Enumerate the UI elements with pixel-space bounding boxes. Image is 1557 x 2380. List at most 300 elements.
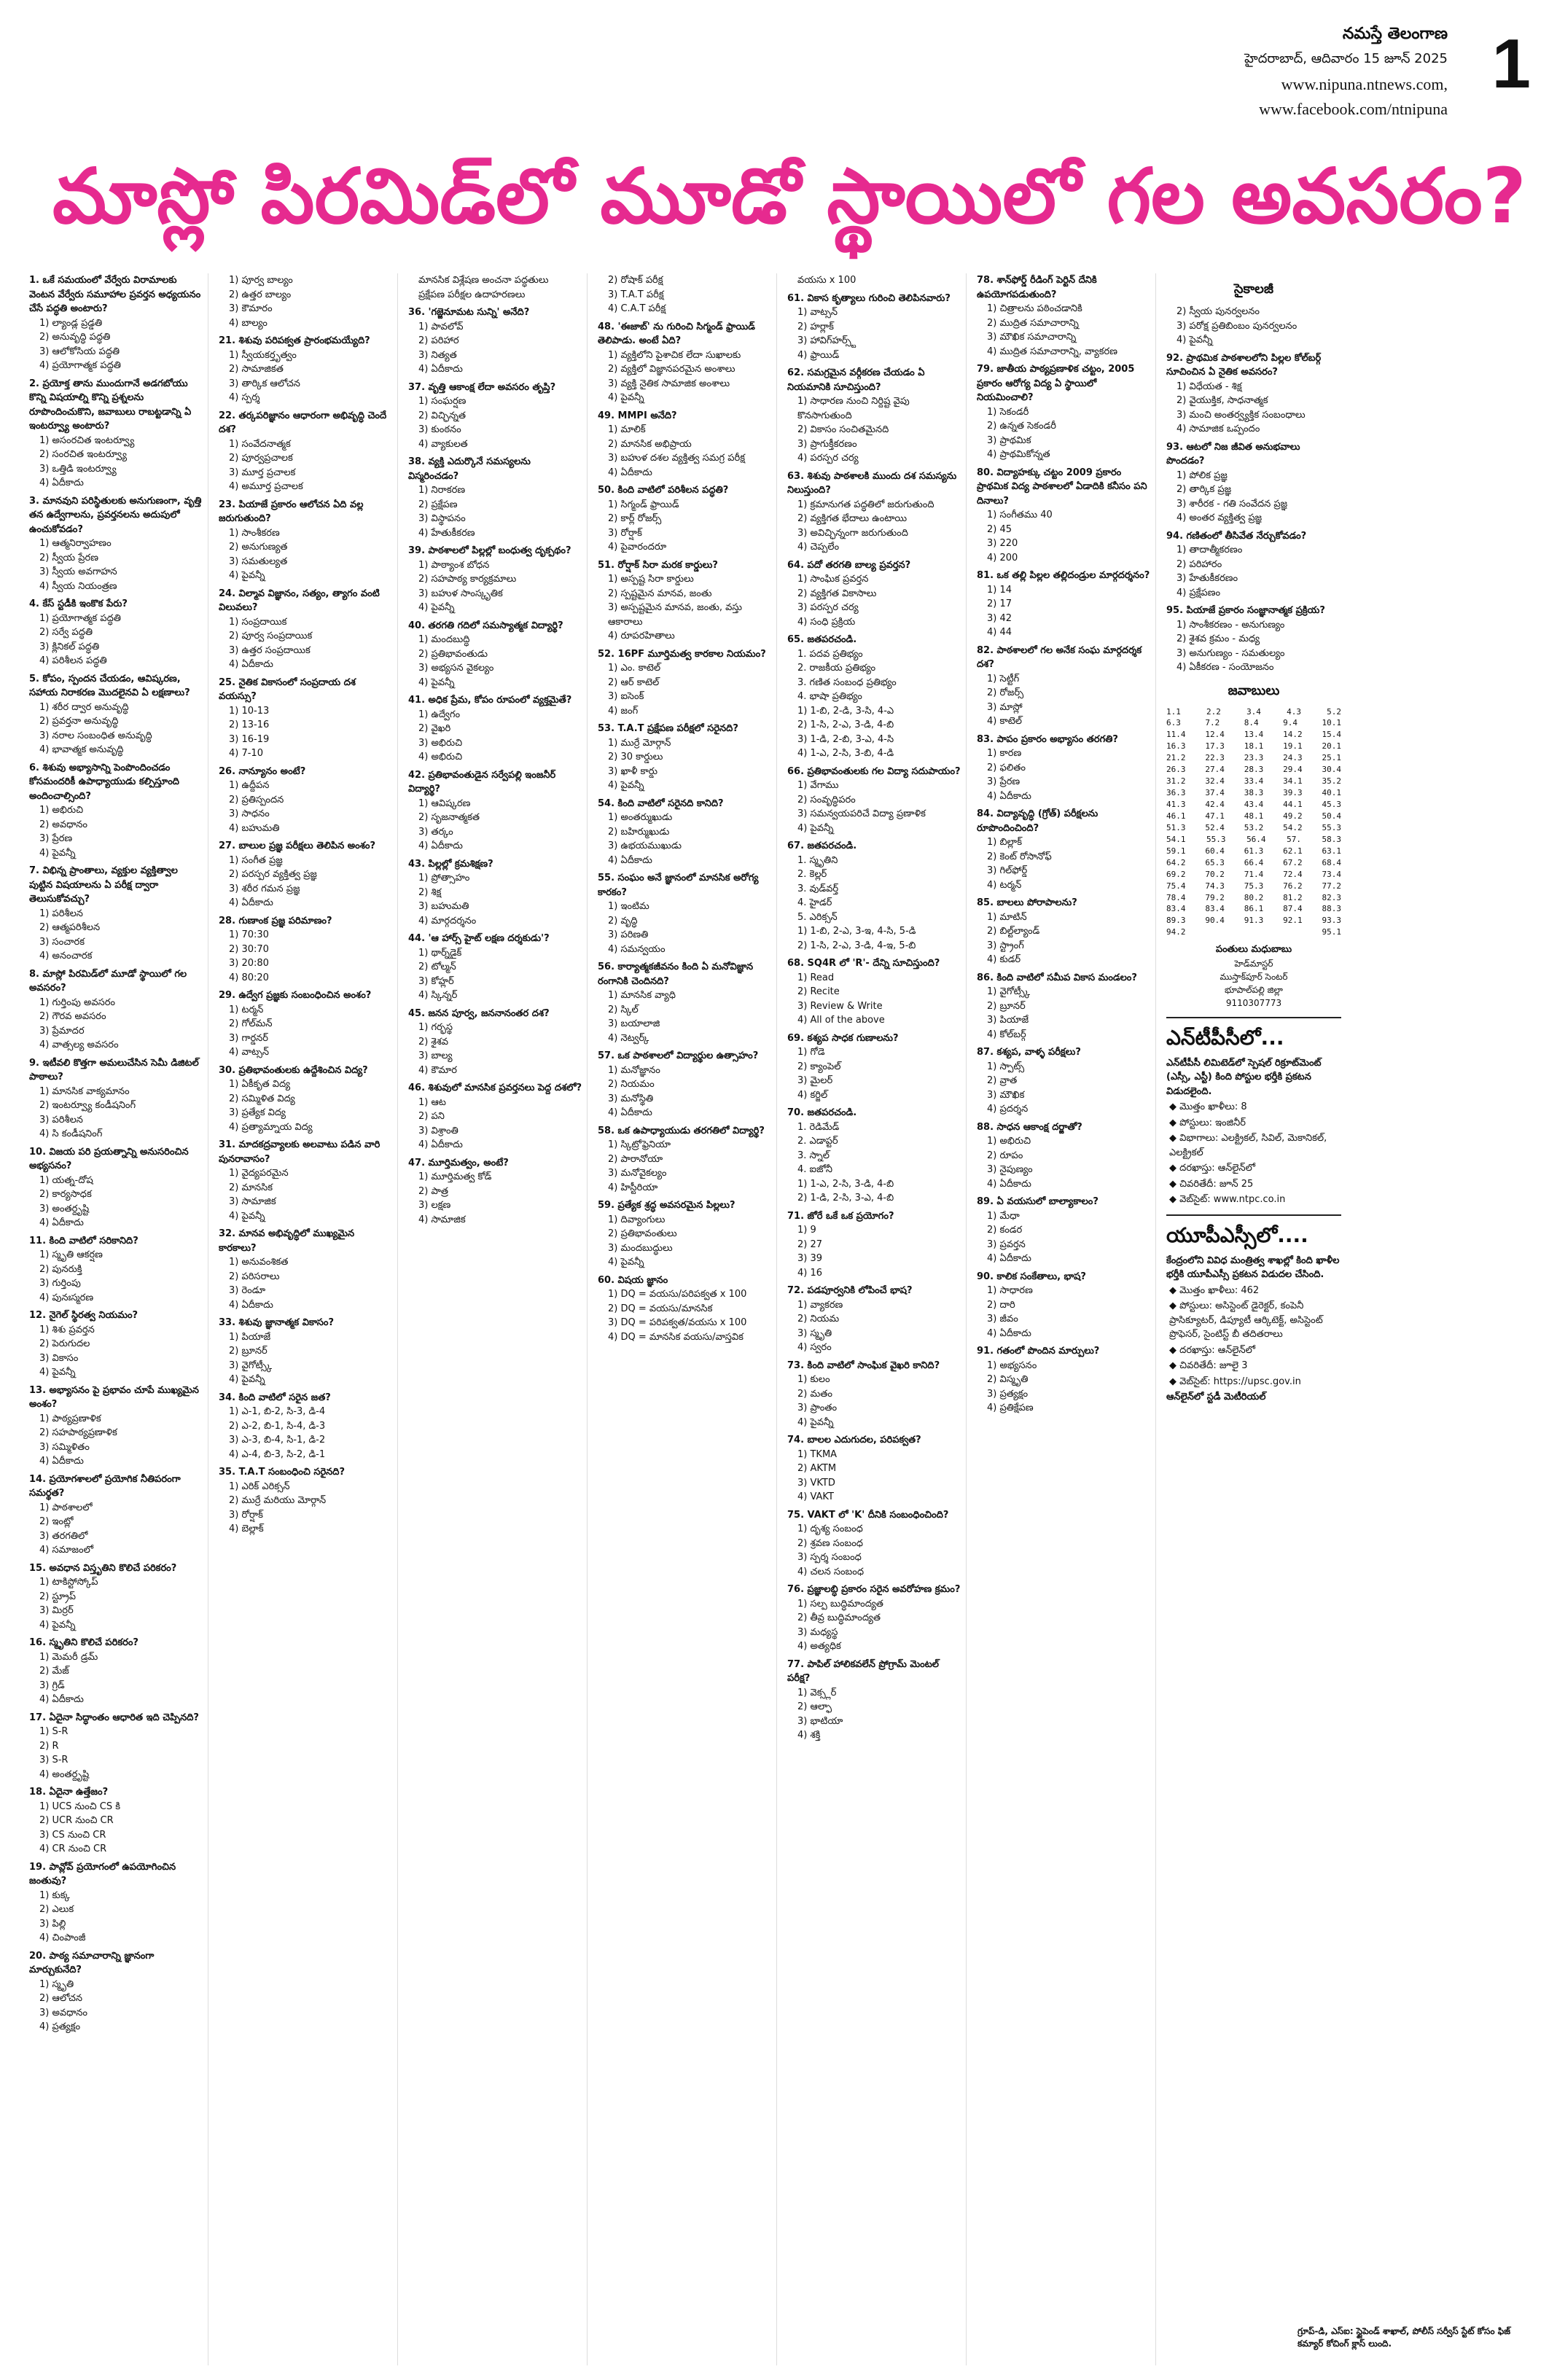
question-option: 2) విస్మృతి [987,1374,1029,1385]
question-option: 1) కుక్క [39,1889,70,1901]
question-option: 1) మూర్తిమత్వ కోడ్ [418,1171,492,1182]
question-option: 4) స్వీయ నియంత్రణ [39,580,117,592]
question-item [598,647,772,719]
question-option: 3) తర్కం [418,826,453,838]
question-option: 1) అనువంశికత [229,1257,289,1268]
question-item [598,558,772,644]
question-option: 3) అస్పష్టమైన మానవ, జంతు, వస్తు ఆకారాలు [608,602,742,628]
question-option: 2. రాజకీయ ప్రతిభ్యం [797,663,876,674]
question-option: 2) R [39,1740,59,1752]
ntpc-detail-item: ◆ విభాగాలు: ఎలక్ట్రికల్, సివిల్, మెకానికల్, ఎలక్ట్రికల్ [1169,1131,1341,1160]
issue-date: హైదరాబాద్, ఆదివారం 15 జూన్ 2025 [1244,51,1448,66]
question-option: 2) 1-సి, 2-ఎ, 3-డి, 4-ఇ, 5-బి [797,940,916,951]
question-option: 4) పునఃస్మరణ [39,1292,94,1303]
question-option: 1) TKMA [797,1448,838,1460]
question-item [219,587,393,672]
answer-cell: 23.3 [1244,753,1264,763]
question-option: 4) రూపరహితాలు [608,631,675,641]
question-option: 1) ప్రోత్సాహం [418,873,470,883]
question-option: 3) పరస్పర చర్య [797,602,859,613]
ntpc-notice [1166,1017,1341,1207]
question-option: 3) అభిరుచి [418,737,463,749]
question-text: 40. తరగతి గదిలో సమస్యాత్మక విద్యార్థి? [408,620,563,631]
question-option: 3) మాస్లో [987,701,1023,713]
question-item [787,1433,961,1505]
question-option: 1) గర్భస్థ [418,1022,453,1033]
question-option: 1) వేగాము [797,780,839,791]
question-option: 1) అభిరుచి [39,805,84,816]
question-option: 3) బయాలాజి [608,1018,660,1029]
question-option: 1) సంవేదనాత్మక [229,438,291,450]
question-option: 3) మందబుద్ధులు [608,1242,673,1254]
question-option: 2) స్పష్టమైన మానవ, జంతు [608,588,712,599]
question-option: 2) విచ్ఛిన్నత [418,410,466,421]
answer-cell: 3.4 [1246,706,1261,717]
question-option: 3) మైలర్ [797,1075,833,1086]
question-option: 2) 1-డి, 2-సి, 3-ఎ, 4-బి [797,1193,894,1203]
question-text: 12. నైగెల్ స్థిరత్వ నియమం? [29,1310,138,1321]
question-option: 1) 9 [797,1225,816,1236]
question-text: 41. అధిక ప్రేమ, కోపం రూపంలో వ్యక్తమైతే? [408,695,572,706]
question-text: 80. విద్యాహక్కు చట్టం 2009 ప్రకారం ప్రాథమిక విద్య పాఠశాలలో ఏడాదికి కనీసం పని దినాలు? [977,467,1147,507]
question-option: 1) అసంరచిత ఇంటర్వ్యూ [39,434,135,446]
question-option: 4) 44 [987,627,1012,638]
question-item [598,960,772,1045]
question-item [598,1049,772,1120]
question-option: 3) స్ట్రాంగ్ [987,940,1024,951]
question-option: 3) వైగోట్స్కీ [229,1359,272,1371]
question-text: 7. విభిన్న ప్రాంతాలు, వ్యక్తుల వ్యక్తిత్వాల పుట్టిన విషయాలను ఏ పరీక్ష ద్వారా తెలుసుకోవచ్చు? [29,865,178,905]
question-option: 4) పైవన్నీ [797,1416,834,1428]
answer-cell: 33.4 [1244,776,1264,787]
question-option: 3) రోర్షాక్ [608,527,642,539]
question-option: 2) 13-16 [229,719,270,730]
web-link-1[interactable]: www.nipuna.ntnews.com, [1281,75,1448,93]
question-text: 92. ప్రాథమిక పాఠశాలలోని పిల్లల కోల్‌బర్గ్ సూచించిన ఏ నైతిక అవసరం? [1166,352,1322,378]
answer-cell: 6.3 [1166,718,1181,728]
question-item [787,765,961,836]
question-option: 2) వ్యక్తిలో విజ్ఞానపరమైన అంశాలు [608,364,735,375]
answer-cell: 36.3 [1166,788,1186,798]
question-option: 3) సంచారక [39,936,85,948]
question-option: 3) జీవం [987,1314,1018,1324]
answer-cell: 42.4 [1205,800,1225,809]
question-option: 4) ఏదీకాదు [39,1456,84,1467]
question-text: 75. VAKT లో 'K' దీనికి సంబంధించింది? [787,1509,949,1521]
question-option: 1) క్రమానుగత పద్ధతిలో జరుగుతుంది [797,499,934,510]
question-option: 4) అమూర్త ప్రచాలక [229,481,303,492]
question-item [29,1234,203,1306]
question-item [408,1156,582,1228]
question-text: 44. 'ఆ హార్స్ హైట్ లక్షణ దర్శకుడు'? [408,933,550,944]
question-option: 3) క్లినికల్ పద్ధతి [39,641,100,652]
question-option: 3) స్వీయ అవగాహన [39,566,117,577]
question-option: 4) పైవన్నీ [418,676,455,688]
answer-row [1166,857,1341,869]
question-option: 2) పరిసరాలు [229,1271,280,1282]
question-text: 55. సంఘం అనే జ్ఞానంలో మానసిక అరోగ్య కారకం? [598,873,759,898]
question-text: 67. జతపరచండి. [787,840,857,851]
question-option: 3) శారీరక - గతి సంవేదన ప్రజ్ఞ [1176,498,1288,510]
question-item [408,1081,582,1152]
question-option: 3) పరోక్ష ప్రతిబింబం పునర్వలనం [1176,320,1298,332]
answer-cell: 60.4 [1205,846,1225,856]
question-item [29,1056,203,1142]
answer-cell: 67.2 [1283,857,1303,867]
question-option: 4) పైవన్నీ [229,1210,265,1222]
question-item [598,722,772,793]
question-text: 30. ప్రతిభావంతులకు ఉద్దేశించిన విద్య? [219,1064,368,1076]
question-option: 4) పరస్పర చర్య [797,453,859,464]
question-option: 2) హర్లాక్ [797,321,834,332]
question-text: 25. నైతిక వికాసంలో సంప్రదాయ దశ వయస్సు? [219,676,356,702]
question-item [219,988,393,1060]
question-option: 4) చలన సంబంధ [797,1566,865,1577]
question-item [598,1124,772,1195]
question-option: 4) కౌమార [418,1064,457,1076]
question-option: 2) బిల్ట్‌ల్యాండ్ [987,926,1040,937]
question-option: 2) వృద్ధి [608,915,638,926]
question-text: 74. బాలల ఎదుగుదల, పరిపక్వత? [787,1435,921,1445]
question-option: 3) 39 [797,1253,823,1264]
author-contact [1166,943,1341,1010]
answer-cell: 18.1 [1244,741,1264,752]
answer-cell: 22.3 [1205,753,1225,763]
question-text: 3. మానవుని పరిస్థితులకు అనుగుణంగా, వృత్తి తన ఉద్వేగాలను, ప్రవర్తనలను అదుపులో ఉంచుకోవడం? [29,495,202,535]
question-option: 2) అవధానం [39,819,87,830]
question-option: 3) గుర్తింపు [39,1278,81,1289]
question-option: 2) 45 [987,523,1012,535]
question-option: 4) VAKT [797,1491,834,1502]
question-item [977,971,1151,1042]
question-option: 1) మానసిక వ్యాధి [608,990,676,1001]
question-option: 4) ప్రతిక్షేపణ [987,1402,1034,1413]
question-item [29,597,203,668]
question-text: 21. శిశువు పరిపక్వత ప్రారంభమయ్యేది? [219,335,370,346]
question-option: 2) శిక్ష [418,886,442,898]
question-item [408,544,582,615]
answer-row [1166,717,1341,729]
question-option: 4) ఏదీకాదు [608,1107,652,1118]
question-option: 1) S-R [39,1726,69,1737]
question-option: 4) కుడర్ [987,954,1021,965]
question-item [29,377,203,491]
question-text: 17. ఏదైనా సిద్ధాంతం ఆధారిత ఇది చెప్పినది? [29,1712,199,1723]
question-option: 1) సంప్రదాయిక [229,616,287,628]
question-option: 1) థార్న్‌డైక్ [418,947,462,959]
question-text: 13. అభ్యాసనం పై ప్రభావం చూపే ముఖ్యమైన అంశం? [29,1384,199,1410]
question-option: 2) వైయుక్తిక, సాధనాత్మక [1176,395,1268,406]
question-item [787,1284,961,1355]
question-option: 4) ఏదీకాదు [418,1139,463,1150]
question-item [1166,529,1341,601]
question-text: 77. పాపిల్ హాలికవలేన్ ప్రోగ్రామ్ మెంటల్ పరీక్ష? [787,1658,940,1684]
answer-row [1166,706,1341,718]
answer-cell: 37.4 [1205,788,1225,798]
question-option: 1) మాలిక్ [608,424,646,435]
question-option: 1) తాదాత్మీకరణం [1176,545,1243,555]
question-text: 47. మూర్తిమత్వం, అంటే? [408,1157,509,1168]
question-option: 1. స్మృతిని [797,854,838,866]
foot-note: గ్రూప్-డి, ఎస్ఐ: స్టైపెండ్ శాఖాల్, పోలీస్ సర్వీస్ స్టేట్ కోసం ఫిజ్ కమ్యార్ కోచింగ్ క్లాస్ లుంది. [1298,2326,1511,2349]
question-item [219,1316,393,1387]
question-item [29,1145,203,1230]
question-option: 1) ఇంటిమ [608,901,649,912]
question-option: 2) AKTM [797,1463,837,1474]
question-option: 2) ఆల్ఫా [797,1701,832,1712]
question-option: 2) శ్రవణ సంబంధ [797,1537,863,1549]
answer-cell: 49.2 [1283,811,1303,821]
answer-cell: 63.1 [1322,846,1341,856]
question-text: 93. ఆటలో నిజ జీవిత అనుభవాలు పొందడం? [1166,441,1300,467]
question-item [219,273,393,330]
question-option: 1) స్కిట్రోఫ్రెనియా [608,1139,671,1150]
upsc-detail-item: ◆ చివరితేదీ: జూలై 3 [1169,1359,1341,1373]
question-option: 4) శక్తి [797,1730,821,1741]
question-option: 3) వ్యక్తి నైతిక సామాజిక అంశాలు [608,378,730,389]
question-option: 1) 70:30 [229,929,269,940]
question-text: 24. విల్మావ విజ్ఞానం, సత్యం, త్యాగం వంటి విలువలు? [219,588,380,613]
question-option: 2) సంవృద్ధిపరం [797,794,856,805]
question-option: 4) బాల్యం [229,317,268,329]
question-option: 3) బహుళ దశల వ్యక్తిత్వ సమగ్ర పరీక్ష [608,453,745,464]
question-option: 3) హేతుకీకరణం [1176,573,1238,584]
question-option: 1) గుర్తింపు అవసరం [39,996,116,1008]
question-item [787,1658,961,1743]
question-option: 3) 42 [987,612,1012,624]
question-text: 28. గుణాంక ప్రజ్ఞ పరిమాణం? [219,915,332,926]
question-text: 60. విషయ జ్ఞానం [598,1274,668,1286]
question-text: 23. పియాజే ప్రకారం ఆలోచన ఏది వల్ల జరుగుతుంది? [219,499,364,524]
question-text: 79. జాతీయ పాఠ్యప్రణాళిక చట్టం, 2005 ప్రకారం ఆరోగ్య విద్య ఏ స్థాయిలో నియమించాలి? [977,364,1135,403]
answer-cell: 13.4 [1244,730,1264,740]
question-item [29,864,203,964]
question-option: 2) వైఖరి [418,723,451,734]
question-option: 2) పారానోయా [608,1153,663,1165]
question-item [1166,305,1341,348]
answer-cell: 50.4 [1322,811,1341,821]
answer-cell: 59.1 [1166,846,1186,856]
question-option: 3) అవధానం [39,2007,87,2018]
question-option: 2) టోల్మన్ [418,961,456,972]
question-option: 3) T.A.T పరీక్ష [608,289,664,300]
author-line2: ముస్తాక్‌పూర్ సెంటర్ [1220,971,1288,982]
question-option: 4) ప్రక్షేపణం [1176,587,1221,598]
page-number: 1 [1491,25,1531,103]
question-option: 2) మతం [797,1388,832,1400]
question-option: 2) ఇంట్లో [39,1516,74,1527]
answer-cell: 75.4 [1166,881,1186,891]
question-item [29,1636,203,1707]
question-option: 2) పరస్పర వ్యక్తిత్వ ప్రజ్ఞ [229,869,317,880]
answer-row [1166,869,1341,881]
question-option: 4) C.A.T పరీక్ష [608,303,666,314]
question-item [598,1198,772,1270]
answer-cell: 93.3 [1322,916,1341,926]
question-option: 1) సాంఘిక ప్రవర్తన [797,574,869,585]
question-option: 2) 1-సి, 2-ఎ, 3-డి, 4-బి [797,719,894,730]
headline: మాస్లో పిరమిడ్‌లో మూడో స్థాయిలో గల అవసరం? [52,152,1526,241]
web-link-2[interactable]: www.facebook.com/ntnipuna [1259,100,1448,119]
upsc-detail-item: ◆ మొత్తం ఖాళీలు: 462 [1169,1284,1341,1298]
question-option: 3) పరిశీలన [39,1114,83,1125]
question-option: 1) Read [797,972,835,983]
question-option: 2) దారి [987,1299,1015,1311]
question-text: 11. కింది వాటిలో సరికానిది? [29,1235,138,1246]
question-option: 3) పరిణతి [608,929,649,940]
question-option: 2) స్కిల్ [608,1004,639,1015]
answer-cell: 16.3 [1166,741,1186,752]
question-option: 3) ఉత్తర సంప్రదాయిక [229,644,311,656]
question-option: 1) ఎం. కాటెల్ [608,663,661,674]
question-item [787,956,961,1028]
question-option: 2) పరిహారం [1176,558,1222,570]
answer-cell: 26.3 [1166,765,1186,775]
answer-cell: 41.3 [1166,800,1186,809]
answer-row [1166,776,1341,787]
question-option: 3) కోహ్లర్ [418,975,454,987]
question-item [29,967,203,1053]
question-item [598,273,772,316]
question-option: 3) S-R [39,1755,69,1766]
question-option: 2) సంరచిత ఇంటర్వ్యూ [39,449,127,460]
author-line3: భూపాల్‌పల్లి జిల్లా [1224,984,1283,995]
question-option: 4) ఏదీకాదు [987,790,1031,802]
question-option: 2) ఎ-2, బి-1, సి-4, డి-3 [229,1420,326,1432]
question-option: 1) యత్న-దోష [39,1174,93,1186]
question-option: 2) ప్రతిస్పందన [229,794,284,805]
column-6 [977,273,1156,2365]
answer-row [1166,787,1341,799]
question-item [598,320,772,405]
question-option: 3) మంచి అంతర్వ్యక్తిక సంబంధాలు [1176,409,1306,421]
question-item [1166,351,1341,437]
question-option: 4) చెప్పలేం [797,542,840,553]
question-text: 57. ఒక పాఠశాలలో విద్యార్థుల ఉత్సాహం? [598,1050,759,1061]
question-option: 3) తార్కిక ఆలోచన [229,378,300,389]
question-option: 4) All of the above [797,1015,885,1026]
question-text: 61. వికాస కృత్యాలు గురించి తెలిపినవారు? [787,292,951,304]
question-text: 83. పాపం ప్రకారం అభ్యాసం తరగతి? [977,733,1118,745]
question-option: 4) ఏదీకాదు [987,1253,1031,1264]
answer-cell: 2.2 [1206,706,1221,717]
question-option: 1) అభిరుచి [987,1136,1031,1147]
question-text: 65. జతపరచండి. [787,634,857,645]
question-option: 4) ఏకీకరణ - సంయోజనం [1176,662,1274,673]
question-item [29,1472,203,1558]
question-text: 35. T.A.T సంబంధించి సరైనది? [219,1467,346,1478]
question-text: 59. ప్రత్యేక శ్రద్ధ అవసరమైన పిల్లలు? [598,1200,735,1211]
question-option: 2) Recite [797,986,840,997]
question-option: 2) ఆలోచన [39,1993,82,2004]
question-option: 2) గౌరవ అవసరం [39,1011,106,1022]
question-option: 3) ఒత్తిడి ఇంటర్వ్యూ [39,463,117,475]
question-option: 2) కార్ల్ రోజర్స్ [608,513,662,524]
ntpc-summary: ఎన్‌టీపీసీ లిమిటెడ్‌లో స్పెషల్ రిక్రూట్‌మెంట్ (ఎస్సీ, ఎస్టీ) కింది పోస్టుల భర్తీకి ప్రకటన విడుదలైంది. [1166,1057,1322,1097]
question-option: 1) శిశు ప్రవర్తన [39,1324,95,1335]
question-option: 2) మానసిక అభిప్రాయ [608,438,692,450]
question-text: 90. కాలిక సంకేతాలు, భాష? [977,1271,1086,1282]
answer-cell: 68.4 [1322,857,1341,867]
question-option: 2) వ్రాత [987,1075,1018,1086]
question-item [219,1465,393,1537]
question-option: 4) పైవారందరూ [608,542,667,553]
ntpc-detail-item: ◆ చివరితేదీ: జూన్ 25 [1169,1177,1341,1192]
question-option: 4) సమన్వయం [608,943,666,955]
question-item [787,366,961,466]
question-option: 3) ప్రత్యక్షం [987,1388,1029,1400]
question-option: 2) కార్యసాధక [39,1189,92,1200]
question-option: 4) వాత్సల్య అవసరం [39,1039,119,1050]
question-text: 34. కింది వాటిలో సరైన జత? [219,1392,331,1403]
question-option: 3) స్మృతి [797,1327,832,1339]
author-line1: హెడ్‌మాస్టర్ [1234,958,1273,969]
question-option: 3) బహుమతి [418,901,469,912]
question-option: 1) ఆట [418,1096,446,1108]
question-option: 1) సెకండరీ [987,406,1029,418]
answer-row [1166,846,1341,857]
question-option: 3) సామాజిక [229,1196,276,1207]
question-option: 3) హావిగ్‌హర్స్ట్ [797,335,856,346]
question-option: 3) CS నుంచి CR [39,1829,106,1841]
answer-cell: 29.4 [1283,765,1303,775]
question-text: 5. కోపం, స్పందన చేయడం, ఆవిష్కరణ, సహాయ నిరాకరణ మొదలైనవి ఏ లక్షణాలు? [29,673,190,698]
question-option: 4) 16 [797,1267,823,1279]
question-option: 2) పునరుక్తి [39,1263,82,1275]
question-option: 2) వ్యక్తిగత భేదాలు ఉంటాయి [797,513,908,524]
question-option: 1) వ్యక్తిలోని పైశాచిక లేదా సుఖాలకు [608,349,741,361]
question-option: 4) సి కండీషనింగ్ [39,1128,103,1139]
question-item [977,807,1151,892]
question-option: 1) మందబుద్ధి [418,634,470,645]
answer-row [1166,834,1341,846]
question-option: 2) తీవ్ర బుద్ధిమాంద్యత [797,1612,881,1623]
question-text: 36. 'గజ్జెనూమట సున్ని' అనేది? [408,307,530,318]
brand-name: నమస్తే తెలంగాణ [1342,25,1448,43]
question-item [29,672,203,757]
question-option: 1) మానసిక వాక్యమానం [39,1085,130,1097]
question-option: 4) అంతర్దృష్టి [39,1768,90,1780]
question-item [787,558,961,630]
question-option: 4) వాట్సన్ [229,1047,269,1058]
question-text: 18. ఏదైనా ఉత్తేజం? [29,1787,109,1798]
question-option: 1) వాట్సన్ [797,307,838,318]
question-item [787,1031,961,1103]
question-option: 3) ప్రాథమిక [987,434,1031,446]
question-option: 1) పాఠశాలలో [39,1502,93,1513]
answer-cell: 57. [1287,834,1301,844]
question-option: 2) బ్రూనర్ [987,1000,1026,1012]
question-option: 3) అవిచ్ఛిన్నంగా జరుగుతుంది [797,527,908,539]
question-text: 46. శిశువులో మానసిక ప్రవర్తనలు పెద్ద దశలో? [408,1082,582,1093]
question-option: 4. భాషా ప్రతిభ్యం [797,691,862,702]
question-option: 3) ఐసెంక్ [608,691,644,702]
answer-cell: 14.2 [1283,730,1303,740]
question-item [977,273,1151,359]
question-option: 4) హిస్టీరియా [608,1182,658,1193]
question-option: 2) బహిర్ముఖుడు [608,826,670,838]
answer-cell: 35.2 [1322,776,1341,787]
question-option: 2) స్వీయ పునర్వలనం [1176,306,1260,317]
answer-cell: 54.1 [1166,834,1186,844]
answer-cell: 95.1 [1322,927,1341,937]
question-option: 4) సంధి ప్రక్రియ [797,616,856,628]
question-option: 1) నిరాకరణ [418,485,466,496]
question-option: 3) అనుగుణ్యం - సమతుల్యం [1176,647,1285,659]
question-option: 4) పైవన్నీ [608,1257,644,1268]
question-item [408,381,582,452]
question-option: 3) అభ్యసన వైకల్యం [418,663,494,674]
